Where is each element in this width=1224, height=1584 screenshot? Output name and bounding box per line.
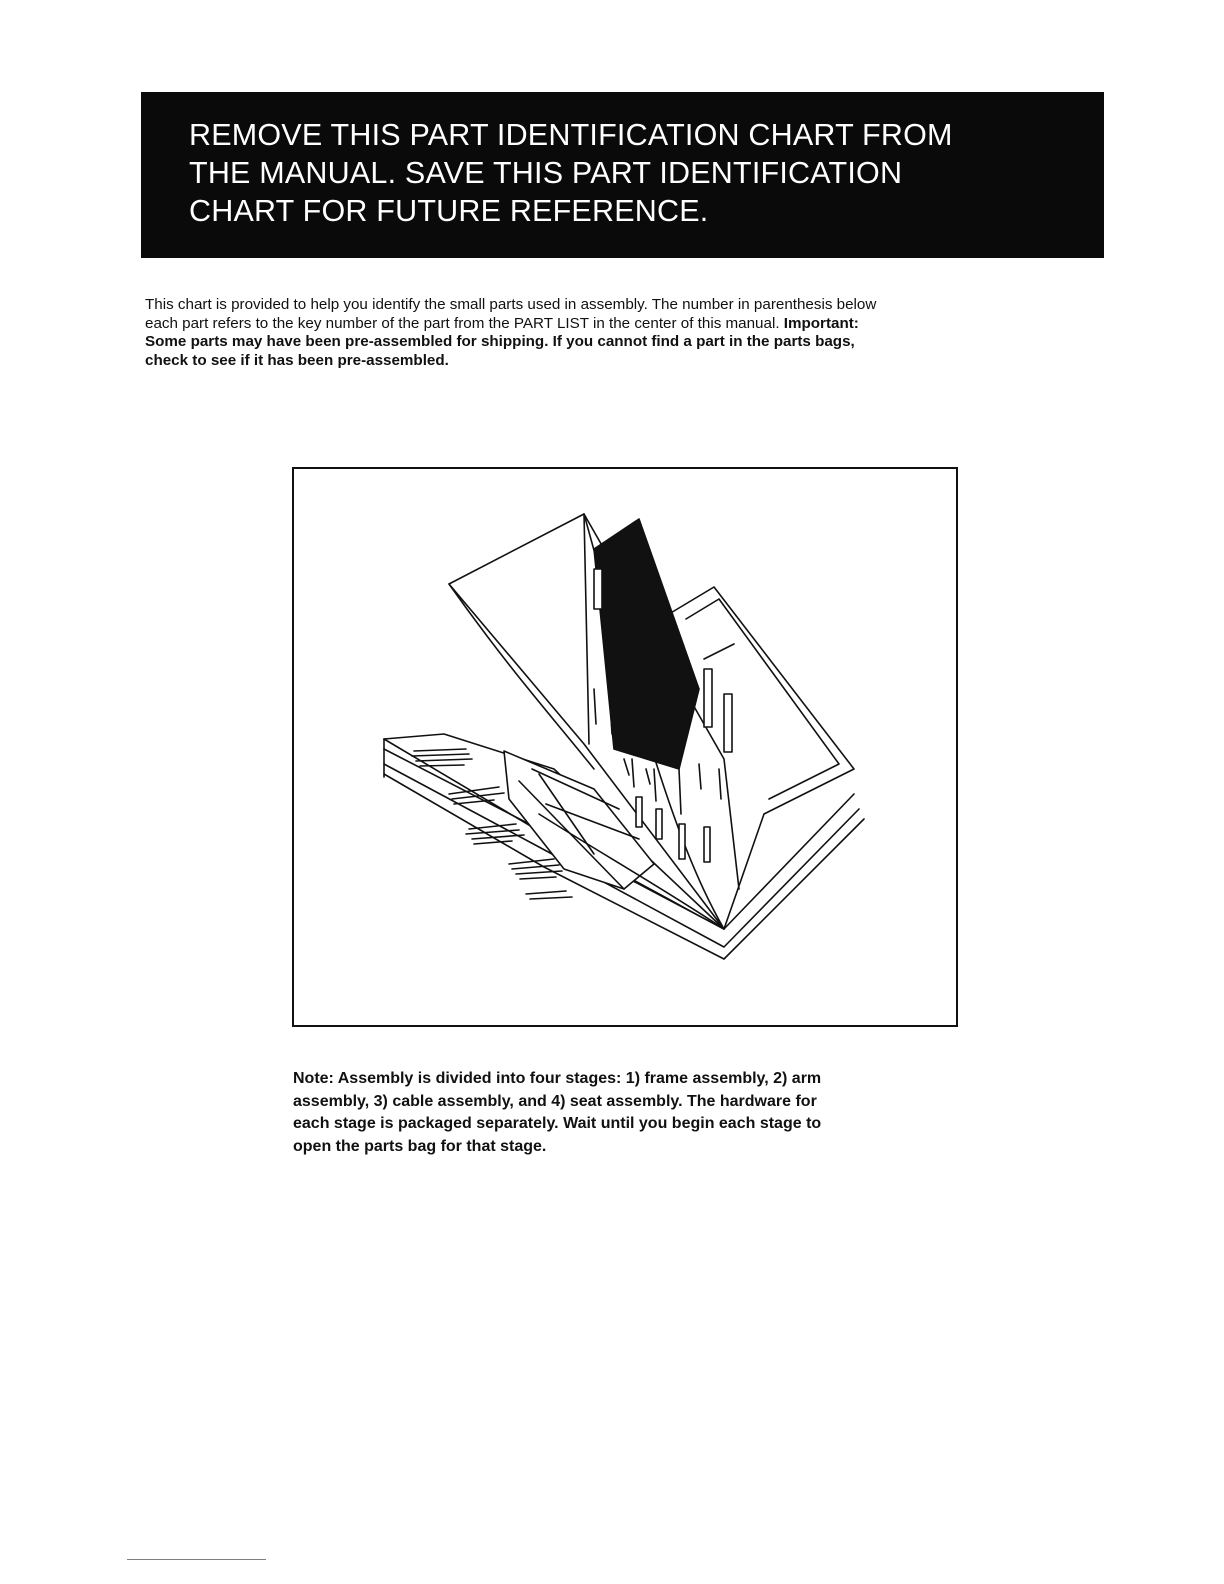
intro-line-2 [145,315,1085,334]
intro-line-3: Some parts may have been pre-assembled for shipping. If you cannot find a part in the parts bags, [145,333,855,350]
banner-line-1: REMOVE THIS PART IDENTIFICATION CHART FROM [189,118,953,152]
assembly-note [293,1068,953,1158]
note-line-2: assembly, 3) cable assembly, and 4) seat assembly. The hardware for [293,1092,817,1110]
intro-line-1: This chart is provided to help you identify the small parts used in assembly. The number in parenthesis below [145,296,877,313]
intro-paragraph [145,296,1085,370]
instruction-banner [141,92,1104,258]
banner-line-2: THE MANUAL. SAVE THIS PART IDENTIFICATION [189,156,903,190]
manual-illustration-frame [292,467,958,1027]
note-line-1: Note: Assembly is divided into four stages: 1) frame assembly, 2) arm [293,1070,822,1087]
note-line-4: open the parts bag for that stage. [293,1137,547,1155]
note-line-3: each stage is packaged separately. Wait until you begin each stage to [293,1115,822,1132]
banner-line-3: CHART FOR FUTURE REFERENCE. [189,194,709,228]
intro-line-2-text: each part refers to the key number of the part from the PART LIST in the center of this manual. [145,314,784,332]
intro-line-4: check to see if it has been pre-assembled. [145,351,449,369]
manual-pullout-illustration-icon [294,469,956,1025]
footer-rule [127,1559,266,1560]
important-label: Important: [783,314,859,332]
